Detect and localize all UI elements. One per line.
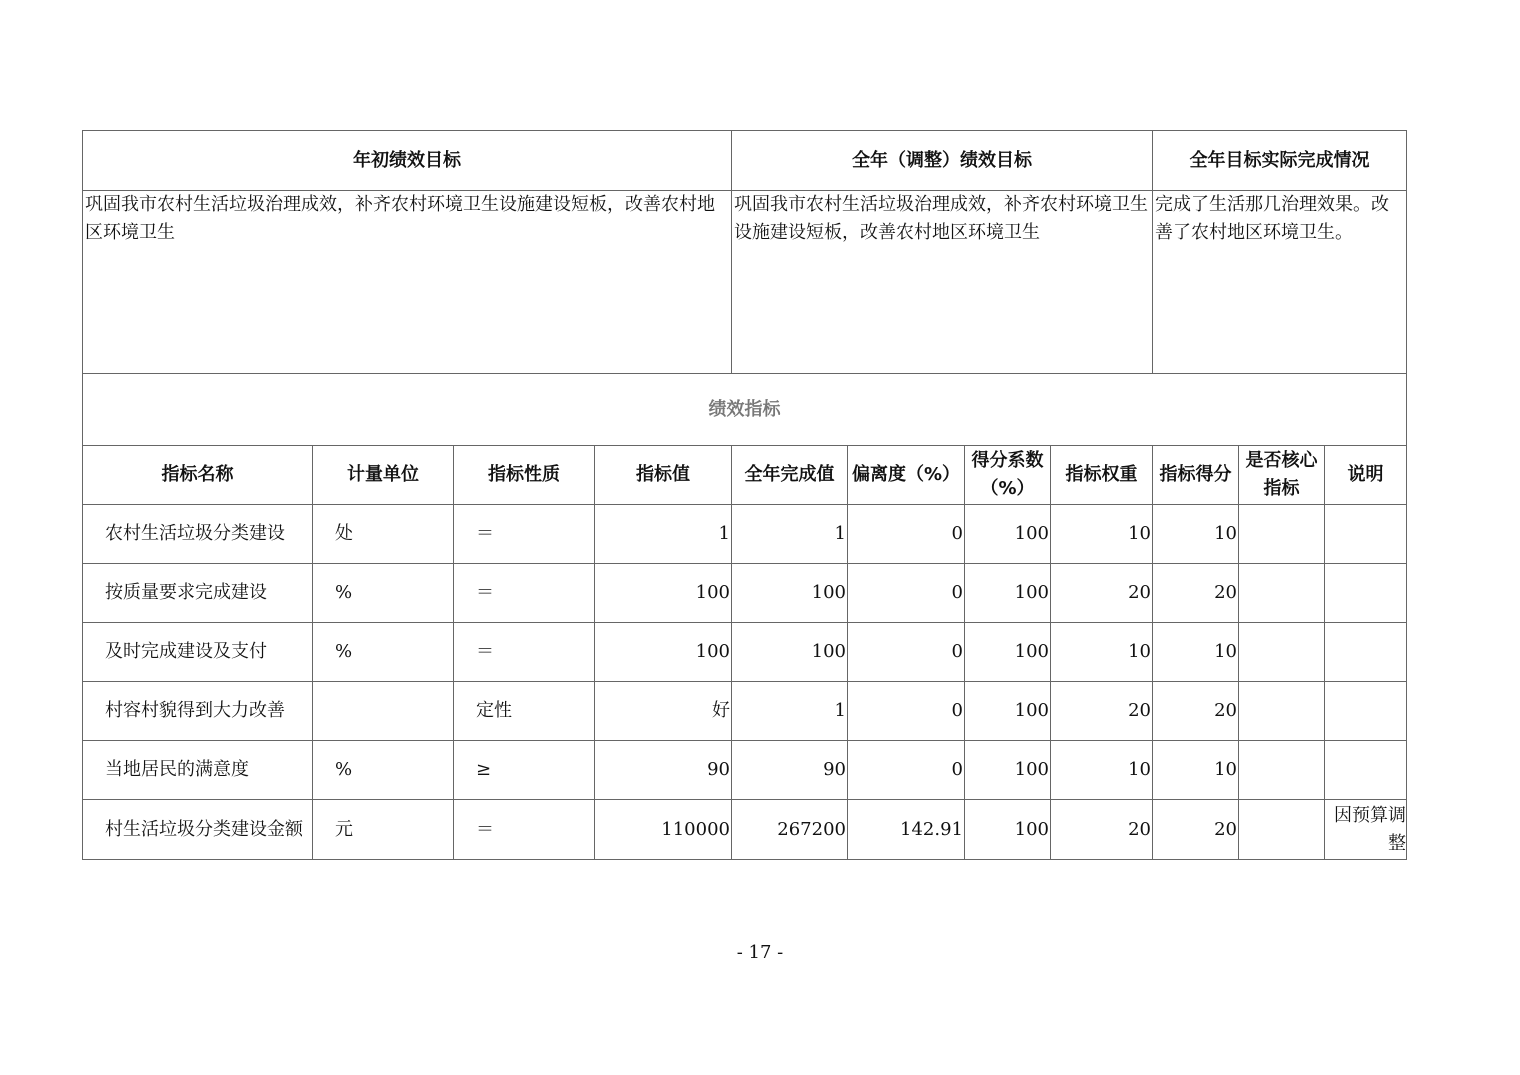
core-cell [1239,505,1325,564]
col-header-weight: 指标权重 [1051,446,1153,505]
nature-cell: ≥ [454,741,595,800]
table-row [83,682,1407,741]
score-value: 10 [1153,505,1239,564]
score-value: 20 [1153,682,1239,741]
deviation-value: 0 [848,623,965,682]
performance-table [82,130,1407,860]
actual-completion-header: 全年目标实际完成情况 [1153,131,1407,191]
col-header-score: 指标得分 [1153,446,1239,505]
target-value: 1 [595,505,732,564]
unit-cell: 处 [313,505,454,564]
deviation-value: 0 [848,564,965,623]
weight-value: 20 [1051,564,1153,623]
initial-goal-text: 巩固我市农村生活垃圾治理成效，补齐农村环境卫生设施建设短板，改善农村地区环境卫生 [83,191,732,374]
col-header-unit: 计量单位 [313,446,454,505]
deviation-value: 0 [848,682,965,741]
col-header-nature: 指标性质 [454,446,595,505]
target-value: 好 [595,682,732,741]
actual-value: 100 [732,623,848,682]
table-row [83,623,1407,682]
note-cell [1325,564,1407,623]
table-row [83,505,1407,564]
coefficient-value: 100 [965,741,1051,800]
column-header-row [83,446,1407,505]
col-header-target: 指标值 [595,446,732,505]
weight-value: 10 [1051,741,1153,800]
actual-value: 1 [732,505,848,564]
note-cell [1325,741,1407,800]
target-value: 90 [595,741,732,800]
indicator-name: 当地居民的满意度 [83,741,313,800]
coefficient-value: 100 [965,505,1051,564]
coefficient-value: 100 [965,800,1051,860]
target-value: 100 [595,564,732,623]
nature-cell: ＝ [454,505,595,564]
core-cell [1239,682,1325,741]
core-cell [1239,800,1325,860]
note-cell: 因预算调整 [1325,800,1407,860]
coefficient-value: 100 [965,564,1051,623]
core-cell [1239,564,1325,623]
weight-value: 10 [1051,505,1153,564]
score-value: 10 [1153,623,1239,682]
deviation-value: 0 [848,505,965,564]
actual-value: 267200 [732,800,848,860]
unit-cell: % [313,741,454,800]
actual-completion-text: 完成了生活那几治理效果。改善了农村地区环境卫生。 [1153,191,1407,374]
indicator-name: 及时完成建设及支付 [83,623,313,682]
weight-value: 20 [1051,800,1153,860]
coefficient-value: 100 [965,682,1051,741]
col-header-actual: 全年完成值 [732,446,848,505]
goals-header-row [83,131,1407,191]
initial-goal-header: 年初绩效目标 [83,131,732,191]
weight-value: 20 [1051,682,1153,741]
table-row [83,741,1407,800]
actual-value: 100 [732,564,848,623]
unit-cell: 元 [313,800,454,860]
actual-value: 90 [732,741,848,800]
adjusted-goal-text: 巩固我市农村生活垃圾治理成效，补齐农村环境卫生设施建设短板，改善农村地区环境卫生 [732,191,1153,374]
actual-value: 1 [732,682,848,741]
page-number: - 17 - [736,942,784,963]
coefficient-value: 100 [965,623,1051,682]
core-cell [1239,741,1325,800]
unit-cell: % [313,623,454,682]
target-value: 100 [595,623,732,682]
deviation-value: 142.91 [848,800,965,860]
weight-value: 10 [1051,623,1153,682]
table-row [83,564,1407,623]
col-header-note: 说明 [1325,446,1407,505]
note-cell [1325,682,1407,741]
indicator-name: 村生活垃圾分类建设金额 [83,800,313,860]
col-header-core: 是否核心指标 [1239,446,1325,505]
section-title-row [83,374,1407,446]
core-cell [1239,623,1325,682]
unit-cell: % [313,564,454,623]
section-title: 绩效指标 [83,374,1407,446]
score-value: 10 [1153,741,1239,800]
indicator-name: 按质量要求完成建设 [83,564,313,623]
goals-text-row [83,191,1407,374]
score-value: 20 [1153,564,1239,623]
col-header-deviation: 偏离度（%） [848,446,965,505]
note-cell [1325,623,1407,682]
indicator-name: 农村生活垃圾分类建设 [83,505,313,564]
indicator-name: 村容村貌得到大力改善 [83,682,313,741]
nature-cell: ＝ [454,623,595,682]
note-cell [1325,505,1407,564]
unit-cell [313,682,454,741]
col-header-coefficient: 得分系数（%） [965,446,1051,505]
col-header-name: 指标名称 [83,446,313,505]
adjusted-goal-header: 全年（调整）绩效目标 [732,131,1153,191]
target-value: 110000 [595,800,732,860]
deviation-value: 0 [848,741,965,800]
score-value: 20 [1153,800,1239,860]
table-row [83,800,1407,860]
nature-cell: 定性 [454,682,595,741]
nature-cell: ＝ [454,800,595,860]
nature-cell: ＝ [454,564,595,623]
